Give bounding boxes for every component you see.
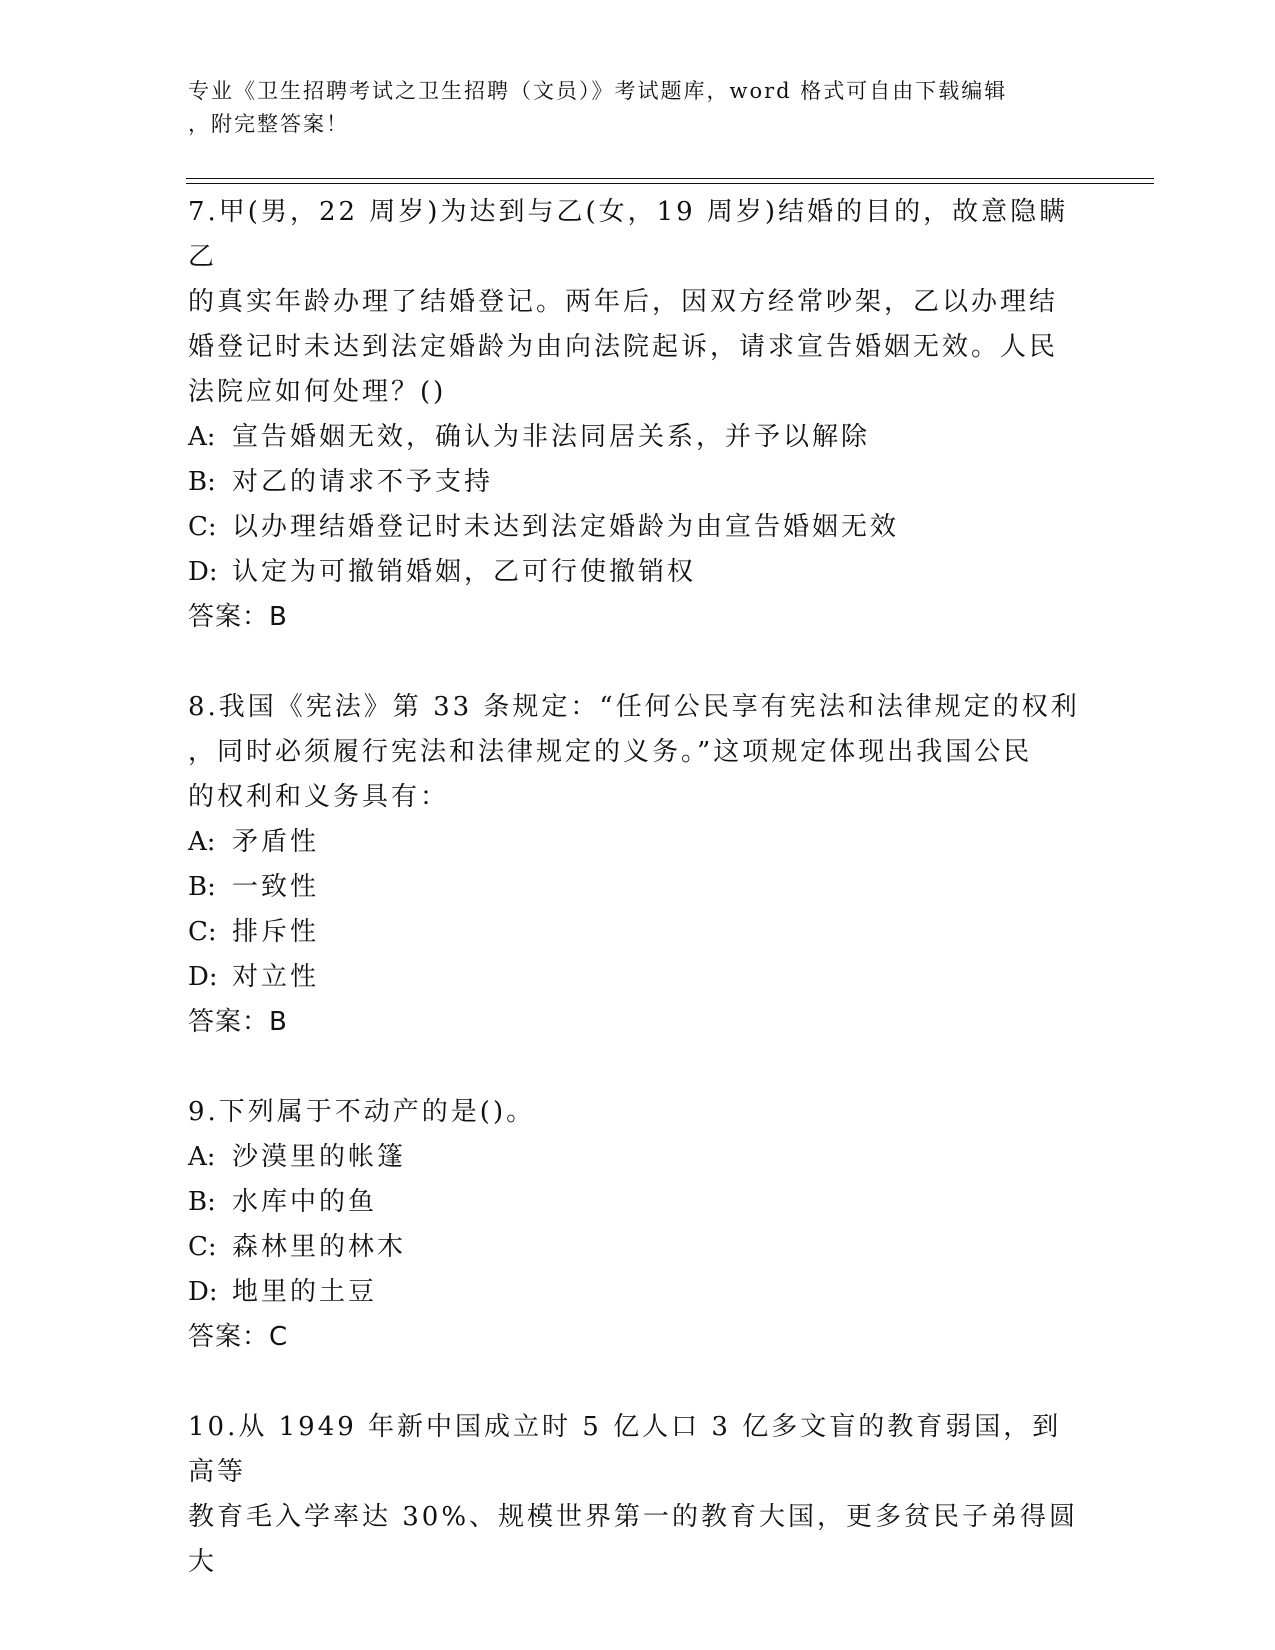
option-a	[188, 820, 1088, 865]
answer: 答案：C	[188, 1322, 289, 1352]
option-b	[188, 460, 1088, 505]
option-key: A:	[188, 827, 216, 857]
question-text-line: ，同时必须履行宪法和法律规定的义务。”这项规定体现出我国公民	[188, 737, 1033, 767]
option-key: D:	[188, 1277, 218, 1307]
option-key: D:	[188, 962, 218, 992]
option-c	[188, 505, 1088, 550]
option-text: 以办理结婚登记时未达到法定婚龄为由宣告婚姻无效	[232, 512, 900, 542]
spacer	[188, 1360, 1088, 1405]
question-text-line: 8.我国《宪法》第 33 条规定：“任何公民享有宪法和法律规定的权利	[188, 692, 1080, 722]
question-list	[188, 190, 1088, 1585]
question-text-line: 的权利和义务具有：	[188, 782, 450, 812]
question-text-line: 教育毛入学率达 30%、规模世界第一的教育大国，更多贫民子弟得圆大	[188, 1502, 1079, 1577]
page-header	[188, 75, 1068, 141]
header-line-2: ，附完整答案！	[188, 112, 349, 136]
spacer	[188, 640, 1088, 685]
header-divider-bottom	[186, 183, 1154, 184]
question-text-line: 婚登记时未达到法定婚龄为由向法院起诉，请求宣告婚姻无效。人民	[188, 332, 1059, 362]
option-key: C:	[188, 512, 217, 542]
question-7	[188, 190, 1088, 640]
option-text: 认定为可撤销婚姻，乙可行使撤销权	[232, 557, 697, 587]
option-a	[188, 1135, 1088, 1180]
question-text-line: 9.下列属于不动产的是()。	[188, 1097, 536, 1127]
header-divider-top	[186, 178, 1154, 179]
option-d	[188, 550, 1088, 595]
option-d	[188, 955, 1088, 1000]
option-key: B:	[188, 1187, 216, 1217]
question-text-line: 的真实年龄办理了结婚登记。两年后，因双方经常吵架，乙以办理结	[188, 287, 1059, 317]
question-text-line: 10.从 1949 年新中国成立时 5 亿人口 3 亿多文盲的教育弱国，到高等	[188, 1412, 1062, 1487]
question-10	[188, 1405, 1088, 1585]
option-key: A:	[188, 1142, 216, 1172]
option-text: 对乙的请求不予支持	[232, 467, 494, 497]
option-text: 森林里的林木	[232, 1232, 407, 1262]
option-c	[188, 1225, 1088, 1270]
question-9	[188, 1090, 1088, 1360]
option-text: 沙漠里的帐篷	[232, 1142, 407, 1172]
option-a	[188, 415, 1088, 460]
option-text: 地里的土豆	[232, 1277, 378, 1307]
option-c	[188, 910, 1088, 955]
option-key: A:	[188, 422, 216, 452]
option-d	[188, 1270, 1088, 1315]
option-text: 矛盾性	[232, 827, 320, 857]
header-line-1: 专业《卫生招聘考试之卫生招聘（文员）》考试题库，word 格式可自由下载编辑	[188, 79, 1008, 103]
option-b	[188, 1180, 1088, 1225]
question-8	[188, 685, 1088, 1045]
question-text-line: 7.甲(男，22 周岁)为达到与乙(女，19 周岁)结婚的目的，故意隐瞒乙	[188, 197, 1069, 272]
option-text: 水库中的鱼	[232, 1187, 378, 1217]
option-text: 对立性	[232, 962, 320, 992]
option-key: C:	[188, 917, 217, 947]
option-text: 宣告婚姻无效，确认为非法同居关系，并予以解除	[232, 422, 871, 452]
answer: 答案：B	[188, 602, 288, 632]
question-text-line: 法院应如何处理？()	[188, 377, 447, 407]
option-text: 一致性	[232, 872, 320, 902]
answer: 答案：B	[188, 1007, 288, 1037]
option-text: 排斥性	[232, 917, 320, 947]
option-key: D:	[188, 557, 218, 587]
option-key: B:	[188, 467, 216, 497]
spacer	[188, 1045, 1088, 1090]
option-key: B:	[188, 872, 216, 902]
option-b	[188, 865, 1088, 910]
option-key: C:	[188, 1232, 217, 1262]
